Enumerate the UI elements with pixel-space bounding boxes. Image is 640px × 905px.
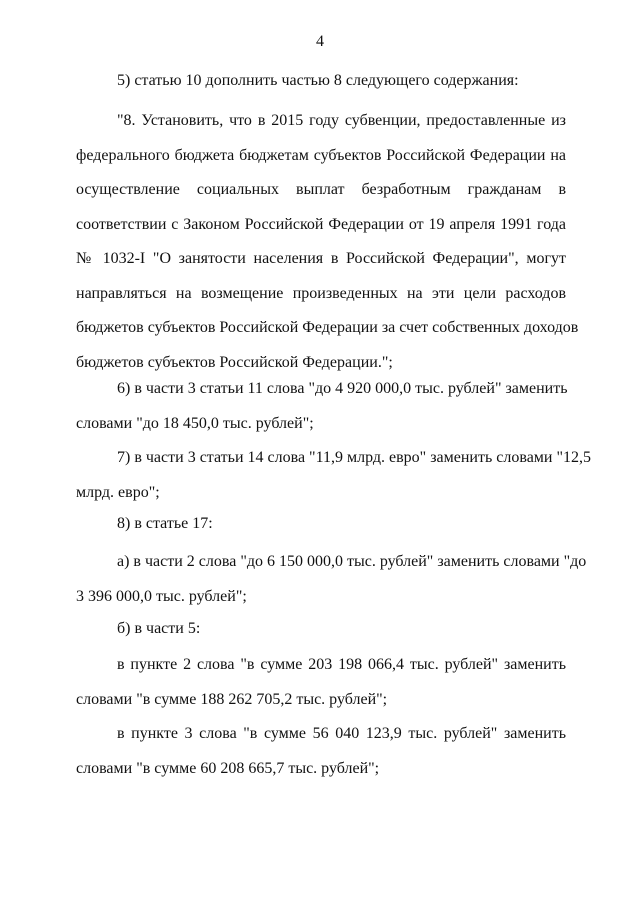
item-8b-point-2 (76, 648, 566, 717)
text-line: в пункте 2 слова "в сумме 203 198 066,4 тыс. рублей" заменить (117, 656, 566, 673)
item-8b: б) в части 5: (117, 620, 201, 637)
item-8b-point-3 (76, 717, 566, 786)
text-line: 7) в части 3 статьи 14 слова "11,9 млрд. евро" заменить словами "12,5 (117, 449, 592, 466)
text-line: а) в части 2 слова "до 6 150 000,0 тыс. рублей" заменить словами "до (117, 553, 587, 570)
page-number: 4 (316, 33, 324, 50)
text-line: 6) в части 3 статьи 11 слова "до 4 920 000,0 тыс. рублей" заменить (117, 380, 568, 397)
text-line: словами "до 18 450,0 тыс. рублей"; (76, 414, 314, 432)
item-5-text (76, 104, 579, 380)
text-line: в пункте 3 слова "в сумме 56 040 123,9 тыс. рублей" заменить (117, 725, 566, 742)
item-7 (76, 441, 592, 510)
text-line: бюджетов субъектов Российской Федерации за счет собственных доходов (76, 319, 579, 336)
item-8a (76, 545, 587, 614)
text-line: млрд. евро"; (76, 483, 160, 501)
text-line: федерального бюджета бюджетам субъектов Российской Федерации на (76, 146, 566, 164)
text-line: бюджетов субъектов Российской Федерации."; (76, 353, 393, 371)
text-line: словами "в сумме 60 208 665,7 тыс. рублей"; (76, 759, 380, 777)
item-5-intro: 5) статью 10 дополнить частью 8 следующего содержания: (117, 72, 519, 89)
item-6 (76, 372, 566, 441)
text-line: осуществление социальных выплат безработным гражданам в (76, 181, 566, 198)
item-8: 8) в статье 17: (117, 515, 213, 532)
text-line: 3 396 000,0 тыс. рублей"; (76, 587, 247, 605)
text-line: "8. Установить, что в 2015 году субвенции, предоставленные из (117, 112, 566, 129)
text-line: № 1032-I "О занятости населения в Российской Федерации", могут (76, 250, 566, 267)
text-line: соответствии с Законом Российской Федерации от 19 апреля 1991 года (76, 215, 566, 233)
text-line: направляться на возмещение произведенных на эти цели расходов (76, 284, 566, 302)
text-line: словами "в сумме 188 262 705,2 тыс. рублей"; (76, 690, 388, 708)
